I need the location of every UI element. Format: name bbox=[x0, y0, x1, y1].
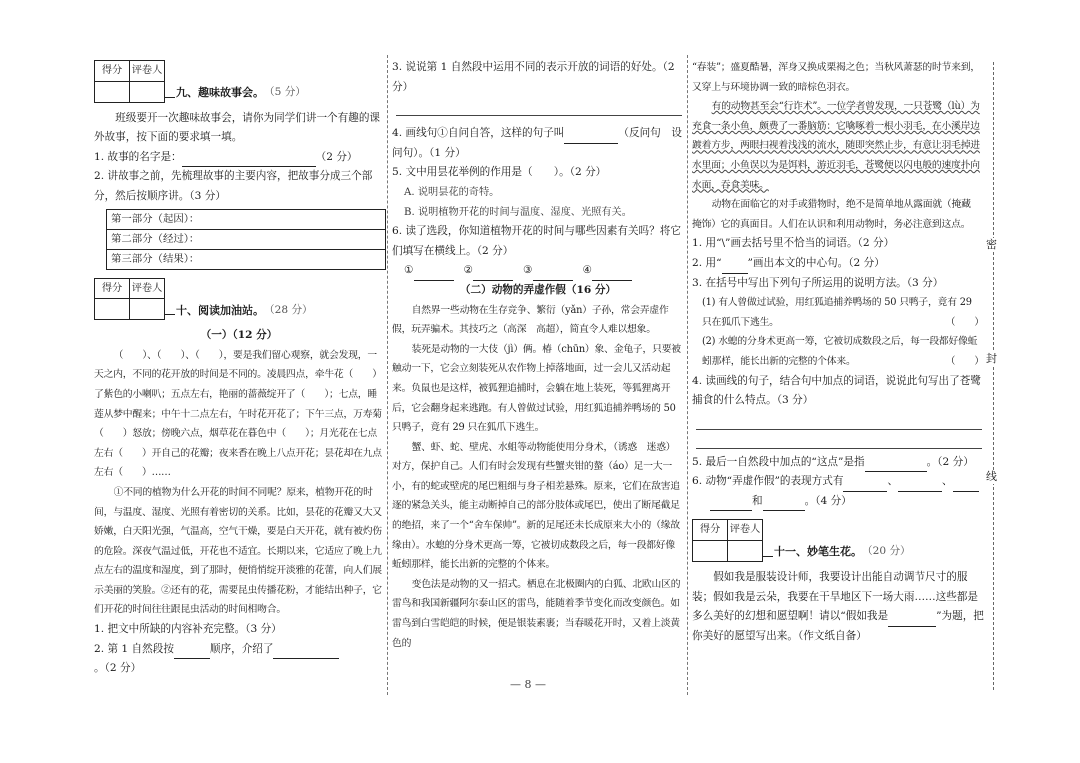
column-middle bbox=[392, 58, 690, 653]
factor-blank-2[interactable] bbox=[473, 268, 513, 281]
r5-question: 5. 文中用昙花举例的作用是（ ）。（2 分） bbox=[392, 166, 607, 179]
r4-question: 4. 画线句①自问自答，这样的句子叫 （反问句 设问句）。（1 分） bbox=[392, 127, 682, 159]
reading-part1-title: （一）（12 分） bbox=[200, 329, 278, 342]
b2-question: 2. 用“ ”画出本文的中心句。（2 分） bbox=[692, 254, 984, 274]
story-parts-table bbox=[106, 209, 386, 270]
s9-q2: 2. 讲故事之前，先梳理故事的主要内容，把故事分成三个部分，然后按顺序讲。（3 分） bbox=[94, 170, 373, 202]
b4-question: 4. 读画线的句子，结合句中加点的词语，说说此句写出了苍鹭捕食的什么特点。（3 分） bbox=[692, 374, 981, 407]
reading-passage-1 bbox=[94, 346, 384, 620]
section9-title: 九、趣味故事会。 bbox=[176, 86, 264, 99]
page-number: — 8 — bbox=[510, 678, 546, 691]
answer-line[interactable] bbox=[696, 411, 982, 430]
writing-prompt: 假如我是服装设计师，我要设计出能自动调节尺寸的服装；假如我是云朵，我要在干旱地区下一场大雨……这些都是多么美好的幻想和愿望啊！请以“假如我是 ”为题，把你美好的愿望写出来。（作文纸自备） bbox=[692, 571, 984, 642]
section11-title: 十一、妙笔生花。 bbox=[774, 545, 862, 559]
s9-q1: 1. 故事的名字是： （2 分） bbox=[94, 148, 384, 168]
factor-blanks: ① ② ③ ④ bbox=[392, 261, 684, 281]
r2-question: 2. 第 1 自然段按 顺序，介绍了。（2 分） bbox=[94, 640, 384, 679]
part-row-2[interactable]: 第二部分（经过）： bbox=[107, 230, 385, 250]
reviewer-cell[interactable] bbox=[130, 81, 165, 102]
column-left bbox=[94, 58, 384, 679]
score-label: 得分 bbox=[95, 61, 130, 82]
method-blank-4[interactable] bbox=[710, 498, 752, 511]
reviewer-cell[interactable] bbox=[728, 541, 763, 562]
passage2-para4-cont: “春装”；盛夏酷暑，浑身又换成栗褐之色；当秋风萧瑟的时节来到，又穿上与环境协调一致的暗棕色羽衣。 bbox=[692, 62, 980, 93]
method-blank-5[interactable] bbox=[763, 498, 805, 511]
section9-intro: 班级要开一次趣味故事会，请你为同学们讲一个有趣的课外故事，按下面的要求填一填。 bbox=[94, 111, 381, 144]
method-blank-2[interactable] bbox=[898, 479, 942, 492]
r3-question: 3. 说说第 1 自然段中运用不同的表示开放的词语的好处。（2 分） bbox=[392, 61, 675, 93]
b6-question: 6. 动物“弄虚作假”的表现方式有 、 、 和 。（4 分） bbox=[692, 472, 984, 511]
passage2-para3: 蟹、虾、蛇、壁虎、水蛆等动物能使用分身术，（诱惑 迷惑）对方，保护自己。人们有时会发现有些蟹夹钳的螯（áo）足一大一小，有的蛇或壁虎的尾巴粗细与身子相差悬殊。原来，它们在敌害追逐的紧急关头，能主动断掉自己的部分肢体或尾巴，使出了断尾截足的绝招，来了一个“舍车保帅”。新的足尾还未长成原来大小的（缘故 缘由）。水螅的分身术更高一筹，它被切成数段之后，每一段都好像蚯蚓那样，能长出新的完整的个体来。 bbox=[392, 441, 690, 571]
factor-blank-1[interactable] bbox=[414, 268, 454, 281]
score-cell[interactable] bbox=[95, 299, 130, 320]
r6-question: 6. 读了选段，你知道植物开花的时间与哪些因素有关吗？将它们填写在横线上。（2 分） bbox=[392, 225, 681, 257]
section9-points: （5 分） bbox=[264, 86, 306, 98]
b3-question: 3. 在括号中写出下列句子所运用的说明方法。（3 分） bbox=[692, 276, 944, 289]
seal-char-feng: 封 bbox=[986, 352, 997, 365]
reviewer-label: 评卷人 bbox=[130, 61, 165, 82]
reading-passage-2 bbox=[392, 301, 690, 654]
option-a[interactable]: A. 说明昙花的奇特。 bbox=[404, 186, 500, 198]
seal-char-xian: 线 bbox=[986, 470, 997, 483]
score-box bbox=[94, 60, 165, 103]
method-blank-3[interactable] bbox=[953, 479, 979, 492]
score-box bbox=[94, 278, 165, 321]
score-box bbox=[692, 519, 763, 562]
passage2-para5: 有的动物甚至会“行诈术”。一位学者曾发现，一只苍鹭（lù）为充食一条小鱼，颇费了一番脑筋：它噙啄着一根小羽毛，在小溪岸边踱着方步，两眼扫视着浅浅的流水，随即突然止步，有意让羽毛掉进水里面；小鱼误以为是饵料，游近羽毛，苍鹭便以闪电般的速度扑向水面，吞食美味。 bbox=[692, 101, 980, 191]
part-row-3[interactable]: 第三部分（结果）： bbox=[111, 252, 200, 265]
order-blank[interactable] bbox=[174, 646, 210, 659]
section11-header bbox=[692, 519, 984, 562]
sentence-type-blank[interactable] bbox=[564, 131, 618, 144]
b3-item1: (1) 有人曾做过试验，用红狐追捕养鸭场的 50 只鸭子，竟有 29 只在狐爪下逃生。 （ ） bbox=[702, 297, 984, 328]
answer-line[interactable] bbox=[396, 97, 682, 116]
section10-title: 十、阅读加油站。 bbox=[176, 303, 264, 317]
section10-header bbox=[94, 278, 384, 321]
content-blank[interactable] bbox=[273, 646, 339, 659]
passage2-para2: 装死是动物的一大伎（jì）俩。椿（chūn）象、金龟子，只要被触动一下，它会立刻装死从农作物上掉落地面，过一会儿又活动起来。负鼠也是这样，被狐狸追捕时，会躺在地上装死，等狐狸离开后，它会翻身起来逃跑。有人曾做过试验，用红狐追捕养鸭场的 50 只鸭子，竟有 29 只在狐爪下逃生。 bbox=[392, 343, 681, 434]
factor-blank-4[interactable] bbox=[592, 268, 632, 281]
reviewer-label: 评卷人 bbox=[130, 278, 165, 299]
factor-blank-3[interactable] bbox=[533, 268, 573, 281]
b3-item2: (2) 水螅的分身术更高一筹，它被切成数段之后，每一段都好像蚯蚓那样，能长出新的完整的个体来。 （ ） bbox=[702, 336, 984, 367]
reviewer-cell[interactable] bbox=[130, 299, 165, 320]
reviewer-label: 评卷人 bbox=[728, 520, 763, 541]
answer-line[interactable] bbox=[696, 430, 982, 449]
this-point-blank[interactable] bbox=[865, 459, 927, 472]
b1-question: 1. 用“\”画去括号里不恰当的词语。（2 分） bbox=[692, 237, 895, 250]
score-cell[interactable] bbox=[95, 81, 130, 102]
option-b[interactable]: B. 说明植物开花的时间与温度、湿度、光照有关。 bbox=[404, 206, 632, 218]
reading-passage-2-cont bbox=[692, 58, 984, 234]
score-label: 得分 bbox=[693, 520, 728, 541]
column-divider bbox=[387, 55, 388, 695]
section11-points: （20 分） bbox=[862, 545, 911, 558]
score-cell[interactable] bbox=[693, 541, 728, 562]
b5-question: 5. 最后一自然段中加点的“这点”是指 。（2 分） bbox=[692, 453, 984, 473]
passage2-para4: 变色法是动物的又一招式。栖息在北极圈内的白狐、北欧山区的雷鸟和我国新疆阿尔泰山区的雷鸟，能随着季节变化而改变颜色。如雷鸟到白雪皑皑的时候，便是银装素裹；当春暖花开时，又着上淡黄色的 bbox=[392, 578, 681, 649]
seal-line bbox=[993, 62, 994, 690]
reading-part2-title: （二）动物的弄虚作假（16 分） bbox=[459, 283, 617, 296]
score-label: 得分 bbox=[95, 278, 130, 299]
column-right bbox=[692, 58, 984, 646]
story-name-blank[interactable] bbox=[182, 154, 316, 167]
passage2-para6: 动物在面临它的对手或猎物时，绝不是简单地从露面就（掩藏 掩饰）它的真面目。人们在认识和利用动物时，务必注意到这点。 bbox=[692, 199, 981, 230]
seal-char-mi: 密 bbox=[986, 238, 997, 251]
method-blank-1[interactable] bbox=[843, 479, 887, 492]
passage2-para1: 自然界一些动物在生存竞争、繁衍（yǎn）子孙，常会弄虚作假，玩弄骗术。其技巧之（高深 高超），简直令人难以想象。 bbox=[392, 304, 669, 336]
column-divider bbox=[687, 55, 688, 695]
section9-header bbox=[94, 60, 384, 103]
passage1-para2: ①不同的植物为什么开花的时间不同呢？原来，植物开花的时间，与温度、湿度、光照有着密切的关系。比如，昙花的花瓣又大又娇嫩，白天阳光强，气温高，空气干燥，要是白天开花，就有被灼伤的危险。深夜气温过低，开花也不适宜。长期以来，它适应了晚上九点左右的温度和湿度，到了那时，便悄悄绽开淡雅的花蕾，向人们展示美丽的笑脸。②还有的花，需要昆虫传播花粉，才能结出种子，它们开花的时间往往跟昆虫活动的时间相吻合。 bbox=[94, 486, 382, 616]
section10-points: （28 分） bbox=[264, 303, 313, 316]
title-blank[interactable] bbox=[888, 614, 936, 627]
line-style-blank bbox=[722, 261, 748, 274]
part-row-1[interactable]: 第一部分（起因）： bbox=[107, 210, 385, 230]
r1-question: 1. 把文中所缺的内容补充完整。（3 分） bbox=[94, 623, 282, 636]
passage1-para1: （ ）、（ ）、（ ），要是我们留心观察，就会发现，一天之内，不同的花开放的时间是不同的。凌晨四点，牵牛花（ ）了紫色的小喇叭；五点左右，艳丽的蔷薇绽开了（ ）；七点，睡莲从梦中醒来；中午十二点左右，午时花开花了；下午三点，万寿菊（ ）怒放；傍晚六点，烟草花在暮色中（ ）；月光花在七点左右（ ）开自己的花瓣；夜来香在晚上八点开花；昙花却在九点左右（ ）…… bbox=[94, 349, 382, 479]
